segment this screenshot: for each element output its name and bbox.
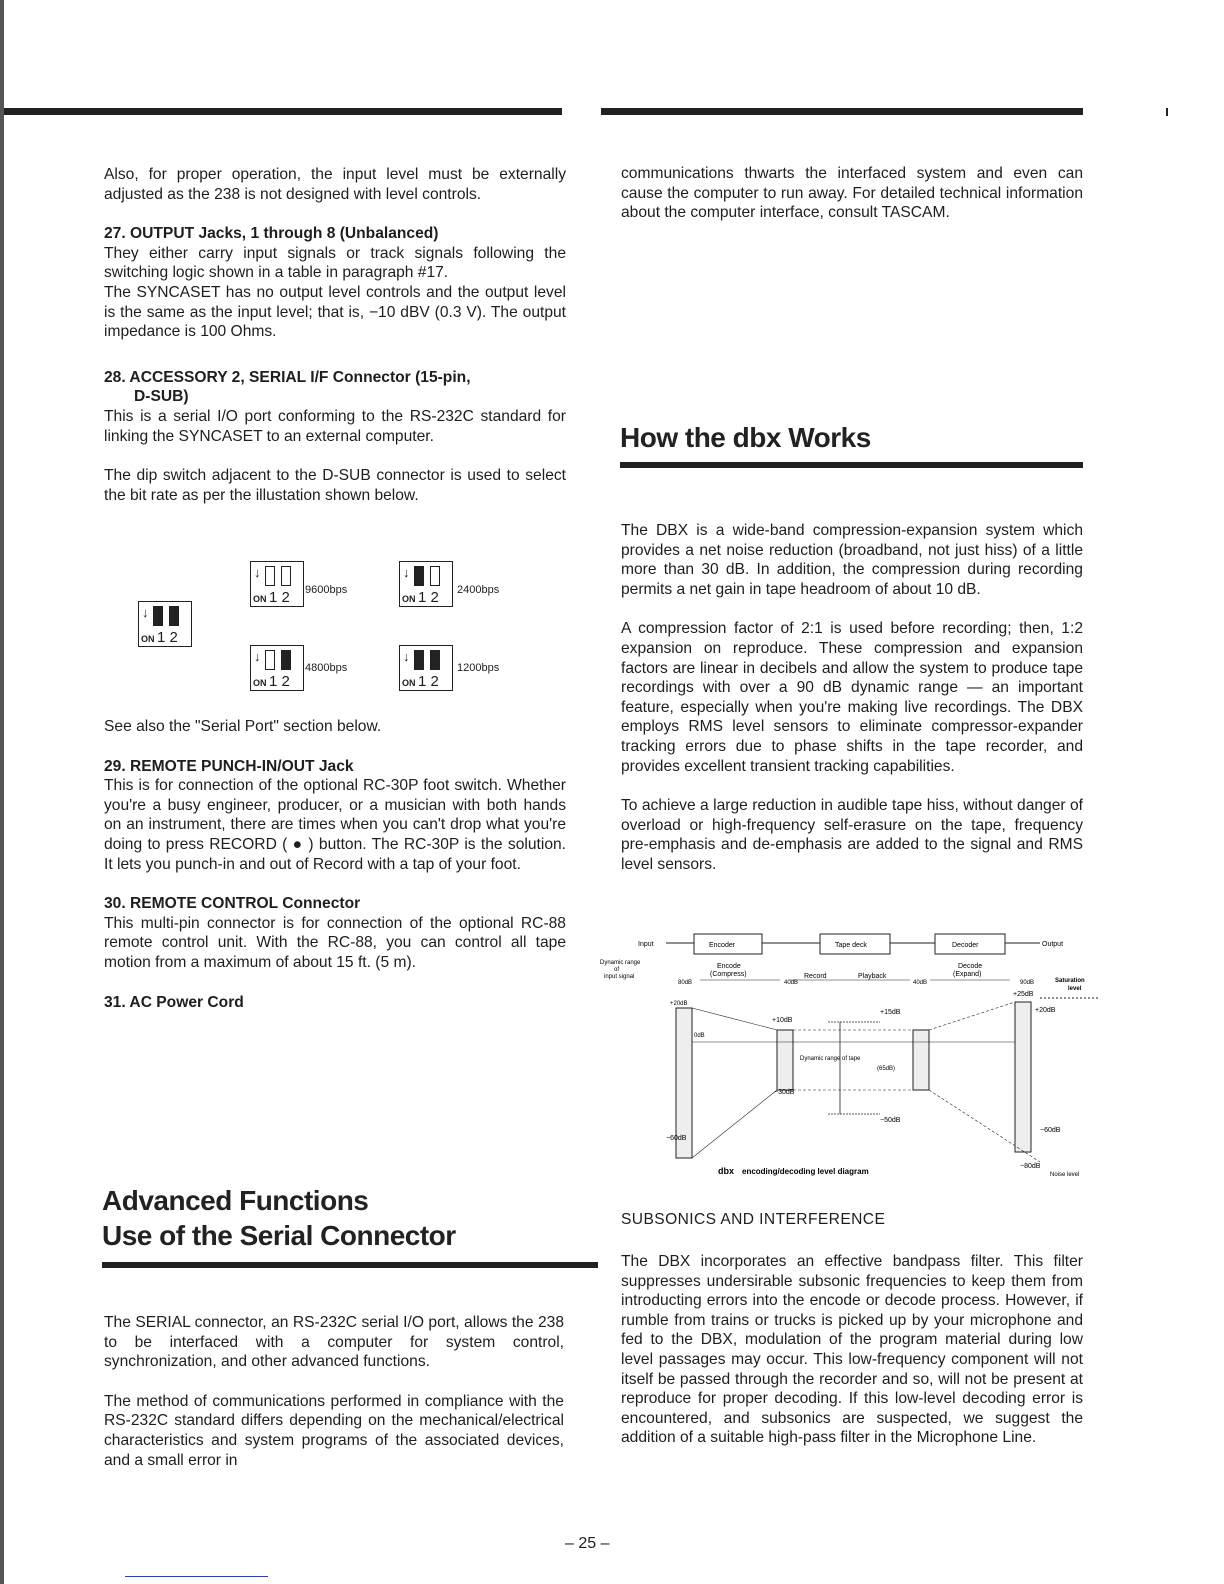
section-28: [104, 368, 566, 506]
see-also-text: See also the "Serial Port" section below.: [104, 718, 382, 735]
right-column-body: [621, 521, 1083, 895]
on-label: ON: [402, 678, 416, 688]
diagram-caption: encoding/decoding level diagram: [742, 1167, 869, 1176]
output-level-bar: [1015, 1002, 1031, 1152]
arrow-icon: ↓: [403, 649, 410, 664]
on-label: ON: [253, 678, 267, 688]
noise-level-label: Noise level: [1050, 1172, 1080, 1178]
advanced-body: [104, 1313, 564, 1490]
dbx-title-rule: [620, 462, 1083, 468]
switch-numbers: 1 2: [418, 589, 439, 606]
section-30-heading: 30. REMOTE CONTROL Connector: [104, 895, 361, 913]
on-label: ON: [253, 594, 267, 604]
level-minus60-b: −60dB: [1040, 1127, 1061, 1134]
arrow-icon: ↓: [254, 649, 261, 664]
dip-switch-current: [138, 601, 192, 647]
on-label: ON: [141, 634, 155, 644]
left-column-lower: [104, 717, 566, 1012]
level-plus25: +25dB: [1013, 991, 1034, 998]
switch-2: [430, 566, 440, 586]
record-label: Record: [804, 973, 827, 980]
dbx-level-diagram: [600, 930, 1110, 1190]
saturation-label: Saturation: [1055, 978, 1085, 984]
range-90db: 90dB: [1020, 980, 1035, 986]
section-30: [104, 894, 566, 972]
expand-label: (Expand): [953, 971, 982, 978]
arrow-icon: ↓: [254, 565, 261, 580]
section-27-text-2: The SYNCASET has no output level controls and the output level is the same as the input level; that is, −10 dBV (0.3 V). The output impedance is 100 Ohms.: [104, 283, 566, 341]
section-29-heading: 29. REMOTE PUNCH-IN/OUT Jack: [104, 757, 354, 775]
range-40db-b: 40dB: [913, 980, 928, 986]
range-80db: 80dB: [678, 980, 693, 986]
advanced-title-line-1: Advanced Functions: [102, 1185, 369, 1216]
decode-label: Decode: [958, 963, 983, 970]
saturation-level-label: level: [1068, 986, 1082, 992]
switch-2: [430, 650, 440, 670]
switch-numbers: 1 2: [157, 629, 178, 646]
level-minus60-a: −60dB: [666, 1135, 687, 1142]
section-27: [104, 224, 566, 342]
page-number: – 25 –: [565, 1535, 610, 1552]
dip-switch-4800: [250, 645, 304, 691]
dbx-title: How the dbx Works: [620, 422, 871, 453]
advanced-text-2: The method of communications performed in compliance with the RS-232C standard differs depending on the mechanical/electrical characteristics and system programs of the associated devices, and a small error in: [104, 1392, 564, 1469]
section-27-text-1: They either carry input signals or track signals following the switching logic shown in a table in paragraph #17.: [104, 244, 566, 282]
dbx-text-2: A compression factor of 2:1 is used before recording; then, 1:2 expansion on reproduce. These compression and expansion factors are linear in decibels and allow the system to produce tape recordings with over a 90 dB dynamic range — an important feature, especially when you're making live recordings. The DBX employs RMS level sensors to eliminate compressor-expander tracking errors due to phase shifts in the tape recorder, and provides excellent transient tracking capabilities.: [621, 620, 1083, 775]
dynamic-range-of: of: [614, 967, 620, 973]
switch-numbers: 1 2: [269, 673, 290, 690]
decoder-label: Decoder: [952, 942, 979, 949]
diagram-output-label: Output: [1042, 941, 1064, 948]
top-right-mark: [1166, 108, 1168, 116]
compress-label: (Compress): [710, 971, 747, 978]
tape-deck-label: Tape deck: [835, 942, 867, 949]
dbx-text-3: To achieve a large reduction in audible tape hiss, without danger of overload or high-frequency self-erasure on the tape, frequency pre-emphasis and de-emphasis are added to the signal and RMS level sensors.: [621, 797, 1083, 873]
section-29: [104, 757, 566, 875]
arrow-icon: ↓: [403, 565, 410, 580]
subsonics-body: [621, 1252, 1083, 1468]
section-31-heading: 31. AC Power Cord: [104, 993, 244, 1011]
left-top-rule: [4, 108, 562, 115]
switch-2: [281, 566, 291, 586]
left-column: [104, 165, 566, 525]
section-30-text: This multi-pin connector is for connection of the optional RC-88 remote control unit. With the RC-88, you can control all tape motion from a maximum of about 15 ft. (5 m).: [104, 914, 566, 971]
switch-numbers: 1 2: [269, 589, 290, 606]
switch-numbers: 1 2: [418, 673, 439, 690]
dynamic-range-input: input signal: [604, 974, 635, 980]
dip-switch-2400: [399, 561, 453, 607]
section-28-heading: 28. ACCESSORY 2, SERIAL I/F Connector (15-pin,: [104, 368, 471, 386]
level-minus30: −30dB: [774, 1089, 795, 1096]
right-top-rule: [601, 108, 1083, 115]
advanced-functions-title: [102, 1183, 456, 1253]
rate-9600: 9600bps: [305, 584, 348, 596]
dbx-logo: dbx: [718, 1166, 735, 1176]
dbx-text-1: The DBX is a wide-band compression-expansion system which provides a net noise reduction (broadband, not just hiss) of a little more than 30 dB. In addition, the compression during recording permits a net gain in tape headroom of about 10 dB.: [621, 522, 1083, 598]
level-plus15: +15dB: [880, 1009, 901, 1016]
encode-label: Encode: [717, 963, 741, 970]
rate-2400: 2400bps: [457, 584, 500, 596]
footer-line: [125, 1576, 268, 1577]
tape-range-label: Dynamic range of tape: [800, 1056, 861, 1062]
tape-range-value: (65dB): [877, 1066, 896, 1072]
range-40db-a: 40dB: [784, 980, 799, 986]
right-column-top: [621, 164, 1083, 243]
playback-label: Playback: [858, 973, 887, 980]
switch-1: [153, 606, 163, 626]
diagram-input-label: Input: [638, 941, 654, 948]
page-left-edge: [0, 0, 4, 1584]
rate-1200: 1200bps: [457, 662, 500, 674]
switch-1: [265, 566, 275, 586]
arrow-icon: ↓: [142, 605, 149, 620]
level-plus20-a: +20dB: [670, 1001, 688, 1007]
advanced-text-1: The SERIAL connector, an RS-232C serial I/O port, allows the 238 to be interfaced with a computer for system control, synchronization, and other advanced functions.: [104, 1314, 564, 1371]
section-29-text: This is for connection of the optional RC-30P foot switch. Whether you're a busy engineer, producer, or a musician with both hands on an instrument, there are times when you can't drop what you're doing to press RECORD ( ● ) button. The RC-30P is the solution. It lets you punch-in and out of Record with a tap of your foot.: [104, 777, 566, 873]
advanced-title-line-2: Use of the Serial Connector: [102, 1220, 456, 1251]
level-zero: 0dB: [694, 1033, 705, 1039]
level-plus20-b: +20dB: [1035, 1007, 1056, 1014]
switch-2: [281, 650, 291, 670]
subsonics-heading: SUBSONICS AND INTERFERENCE: [621, 1211, 886, 1228]
section-28-text-2: The dip switch adjacent to the D-SUB connector is used to select the bit rate as per the illustation shown below.: [104, 467, 566, 504]
switch-1: [265, 650, 275, 670]
section-28-text-1: This is a serial I/O port conforming to the RS-232C standard for linking the SYNCASET to an external computer.: [104, 407, 566, 445]
dip-switch-9600: [250, 561, 304, 607]
encoded-level-bar: [777, 1030, 793, 1090]
rate-4800: 4800bps: [305, 662, 348, 674]
dip-switch-1200: [399, 645, 453, 691]
level-plus10: +10dB: [772, 1017, 793, 1024]
subsonics-text: The DBX incorporates an effective bandpass filter. This filter suppresses undersirable subsonic frequencies to keep them from introducting errors into the encode or decode process. However, if rumble from trains or trucks is picked up by your microphone and fed to the DBX, modulation of the program material during low level passages may occur. This low-frequency component will not itself be passed through the recorder and so, will not be present at reproduce for proper decoding. If this low-level decoding error is encountered, and subsonics are suspected, we suggest the addition of a suitable high-pass filter in the Microphone Line.: [621, 1253, 1083, 1447]
switch-1: [414, 566, 424, 586]
section-28-heading-cont: D-SUB): [134, 388, 189, 406]
playback-level-bar: [913, 1030, 929, 1090]
encoder-label: Encoder: [709, 942, 736, 949]
switch-1: [414, 650, 424, 670]
advanced-title-rule: [102, 1262, 598, 1268]
section-27-heading: 27. OUTPUT Jacks, 1 through 8 (Unbalanced): [104, 225, 439, 243]
dynamic-range-label: Dynamic range: [600, 960, 641, 966]
on-label: ON: [402, 594, 416, 604]
switch-2: [169, 606, 179, 626]
level-minus50: −50dB: [880, 1117, 901, 1124]
intro-paragraph: Also, for proper operation, the input level must be externally adjusted as the 238 is not designed with level controls.: [104, 166, 566, 203]
level-minus80: −80dB: [1020, 1163, 1041, 1170]
continued-text: communications thwarts the interfaced system and even can cause the computer to run away. For detailed technical information about the computer interface, consult TASCAM.: [621, 165, 1083, 222]
